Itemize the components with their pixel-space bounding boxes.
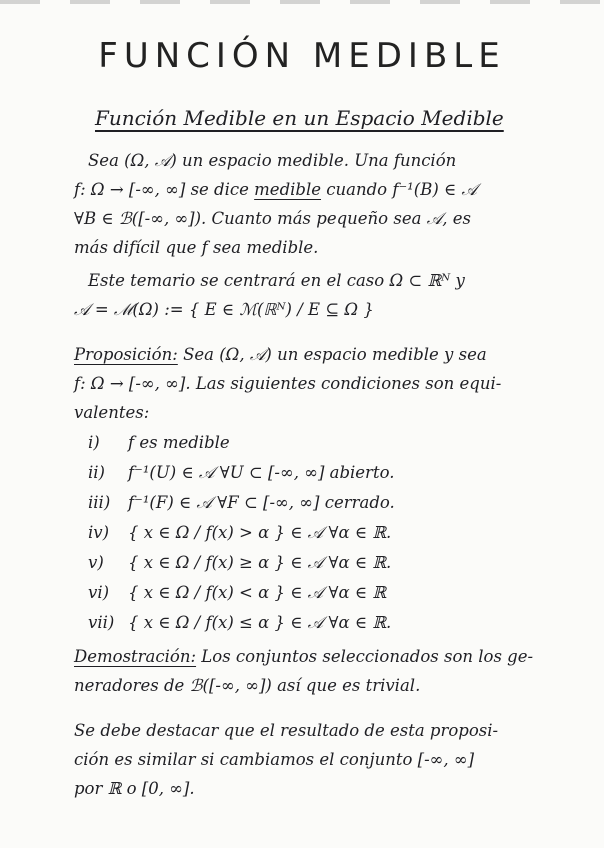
condition-item xyxy=(88,488,395,518)
note-line-2: ción es similar si cambiamos el conjunto [-∞, ∞] xyxy=(74,750,475,769)
condition-number: i) xyxy=(88,433,100,452)
proposition-label: Proposición: xyxy=(74,345,178,364)
definition-line-3: ∀B ∈ ℬ([-∞, ∞]). Cuanto más pequeño sea 𝒜, es xyxy=(74,209,472,228)
condition-item xyxy=(88,428,395,458)
proposition-line-1 xyxy=(74,340,544,369)
demonstration-line-2: neradores de ℬ([-∞, ∞]) así que es trivial. xyxy=(74,676,421,695)
condition-number: ii) xyxy=(88,463,105,482)
section-subtitle: Función Medible en un Espacio Medible xyxy=(95,106,504,130)
definition-paragraph xyxy=(74,146,544,262)
condition-number: iii) xyxy=(88,493,111,512)
condition-text: { x ∈ Ω / f(x) > α } ∈ 𝒜 ∀α ∈ ℝ. xyxy=(128,523,392,542)
scope-line-1: Este temario se centrará en el caso Ω ⊂ ℝᴺ y xyxy=(88,271,465,290)
condition-number: iv) xyxy=(88,523,110,542)
definition-line-1: Sea (Ω, 𝒜) un espacio medible. Una función xyxy=(88,151,457,170)
proposition-line-1-text: Sea (Ω, 𝒜) un espacio medible y sea xyxy=(183,345,487,364)
condition-item xyxy=(88,608,395,638)
page-top-edge xyxy=(0,0,604,4)
condition-item xyxy=(88,578,395,608)
demonstration-line-1-text: Los conjuntos seleccionados son los ge- xyxy=(201,647,534,666)
condition-item xyxy=(88,518,395,548)
note-line-1: Se debe destacar que el resultado de esta proposi- xyxy=(74,721,499,740)
note-line-3: por ℝ o [0, ∞]. xyxy=(74,779,195,798)
condition-text: f⁻¹(U) ∈ 𝒜 ∀U ⊂ [-∞, ∞] abierto. xyxy=(128,463,395,482)
definition-line-2 xyxy=(74,175,544,204)
demonstration-line-1 xyxy=(74,642,544,671)
demonstration-paragraph xyxy=(74,642,544,700)
condition-item xyxy=(88,458,395,488)
condition-item xyxy=(88,548,395,578)
condition-text: { x ∈ Ω / f(x) ≥ α } ∈ 𝒜 ∀α ∈ ℝ. xyxy=(128,553,392,572)
proposition-line-3: valentes: xyxy=(74,403,150,422)
demonstration-label: Demostración: xyxy=(74,647,197,666)
condition-number: vii) xyxy=(88,613,115,632)
definition-line-2-start: f: Ω → [-∞, ∞] se dice xyxy=(74,180,249,199)
scope-line-2: 𝒜 = ℳ(Ω) := { E ∈ ℳ(ℝᴺ) / E ⊆ Ω } xyxy=(74,300,374,319)
scope-paragraph xyxy=(74,266,544,324)
medible-keyword: medible xyxy=(254,180,322,199)
note-paragraph xyxy=(74,716,544,803)
page-title: FUNCIÓN MEDIBLE xyxy=(98,36,506,76)
definition-line-2-end: cuando f⁻¹(B) ∈ 𝒜 xyxy=(326,180,478,199)
condition-text: { x ∈ Ω / f(x) < α } ∈ 𝒜 ∀α ∈ ℝ xyxy=(128,583,387,602)
condition-text: f es medible xyxy=(128,433,230,452)
conditions-list xyxy=(88,428,395,638)
proposition-paragraph xyxy=(74,340,544,427)
condition-number: vi) xyxy=(88,583,110,602)
condition-text: f⁻¹(F) ∈ 𝒜 ∀F ⊂ [-∞, ∞] cerrado. xyxy=(128,493,395,512)
condition-text: { x ∈ Ω / f(x) ≤ α } ∈ 𝒜 ∀α ∈ ℝ. xyxy=(128,613,392,632)
definition-line-4: más difícil que f sea medible. xyxy=(74,238,319,257)
proposition-line-2: f: Ω → [-∞, ∞]. Las siguientes condiciones son equi- xyxy=(74,374,502,393)
condition-number: v) xyxy=(88,553,104,572)
